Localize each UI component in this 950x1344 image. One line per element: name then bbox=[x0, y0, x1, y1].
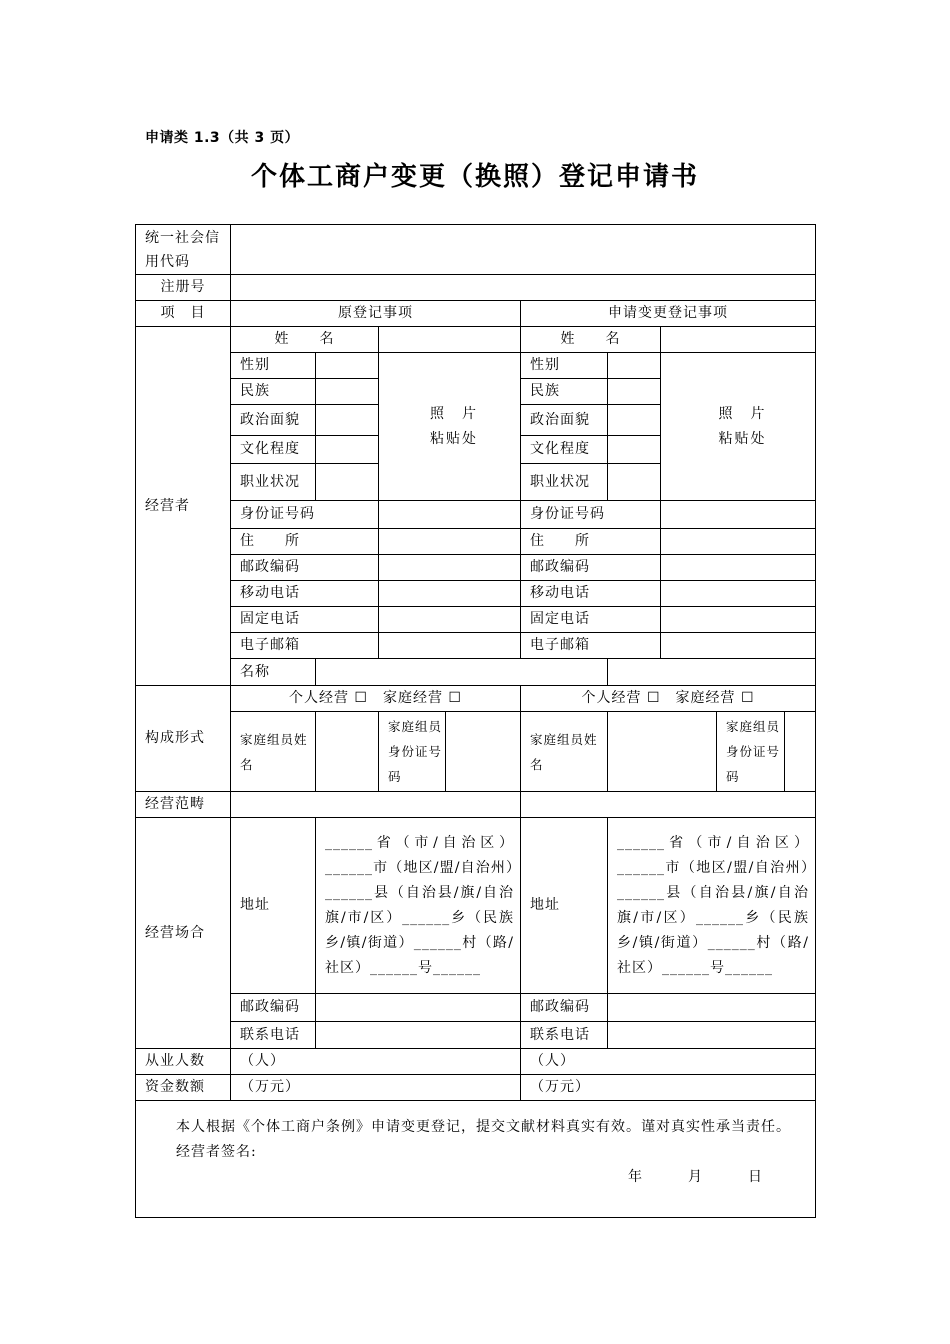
capital-label: 资金数额 bbox=[136, 1075, 231, 1101]
orig-education-label: 文化程度 bbox=[231, 436, 316, 464]
new-family-id-label: 家庭组员身份证号码 bbox=[717, 712, 785, 792]
new-address-label: 地址 bbox=[521, 818, 608, 994]
orig-id-label: 身份证号码 bbox=[231, 501, 379, 529]
orig-political-field[interactable] bbox=[316, 405, 379, 436]
orig-employees-field[interactable]: （人） bbox=[231, 1049, 521, 1075]
credit-code-label: 统一社会信用代码 bbox=[136, 225, 231, 275]
new-family-name-field[interactable] bbox=[608, 712, 717, 792]
new-occupation-label: 职业状况 bbox=[521, 464, 608, 501]
orig-address-field[interactable]: ______省（市/自治区）______市（地区/盟/自治州）______县（自治县/旗/自治旗/市/区）______乡（民族乡/镇/街道）______村（路/社区）______号______ bbox=[316, 818, 521, 994]
orig-gender-field[interactable] bbox=[316, 353, 379, 379]
operator-label: 经营者 bbox=[136, 327, 231, 686]
reg-no-label: 注册号 bbox=[136, 275, 231, 301]
new-capital-field[interactable]: （万元） bbox=[521, 1075, 816, 1101]
new-email-field[interactable] bbox=[661, 633, 816, 659]
new-name-label: 姓 名 bbox=[521, 327, 661, 353]
orig-id-field[interactable] bbox=[379, 501, 521, 529]
item-header: 项 目 bbox=[136, 301, 231, 327]
orig-postcode-field[interactable] bbox=[379, 555, 521, 581]
reg-no-field[interactable] bbox=[231, 275, 816, 301]
declaration-text: 本人根据《个体工商户条例》申请变更登记，提交文献材料真实有效。谨对真实性承当责任。 bbox=[176, 1119, 791, 1135]
new-employees-field[interactable]: （人） bbox=[521, 1049, 816, 1075]
form-type-label: 构成形式 bbox=[136, 686, 231, 792]
orig-ethnicity-field[interactable] bbox=[316, 379, 379, 405]
orig-email-field[interactable] bbox=[379, 633, 521, 659]
orig-education-field[interactable] bbox=[316, 436, 379, 464]
orig-ethnicity-label: 民族 bbox=[231, 379, 316, 405]
new-education-label: 文化程度 bbox=[521, 436, 608, 464]
signature-date[interactable]: 年 月 日 bbox=[628, 1169, 764, 1185]
orig-postcode-label: 邮政编码 bbox=[231, 555, 379, 581]
orig-residence-field[interactable] bbox=[379, 529, 521, 555]
orig-mobile-label: 移动电话 bbox=[231, 581, 379, 607]
orig-photo-area bbox=[379, 353, 521, 501]
orig-photo-line1: 照 片 bbox=[430, 405, 478, 422]
orig-residence-label: 住 所 bbox=[231, 529, 379, 555]
orig-capital-field[interactable]: （万元） bbox=[231, 1075, 521, 1101]
new-photo-line2: 粘贴处 bbox=[718, 430, 767, 447]
new-email-label: 电子邮箱 bbox=[521, 633, 661, 659]
new-biz-name-field[interactable] bbox=[608, 659, 816, 686]
page-title: 个体工商户变更（换照）登记申请书 bbox=[250, 162, 699, 192]
orig-address-label: 地址 bbox=[231, 818, 316, 994]
new-items-header: 申请变更登记事项 bbox=[521, 301, 816, 327]
declaration-block bbox=[136, 1101, 816, 1218]
new-premises-postcode-label: 邮政编码 bbox=[521, 994, 608, 1022]
new-mobile-field[interactable] bbox=[661, 581, 816, 607]
new-gender-label: 性别 bbox=[521, 353, 608, 379]
new-mobile-label: 移动电话 bbox=[521, 581, 661, 607]
original-items-header: 原登记事项 bbox=[231, 301, 521, 327]
orig-landline-field[interactable] bbox=[379, 607, 521, 633]
new-photo-line1: 照 片 bbox=[718, 405, 767, 422]
orig-family-name-field[interactable] bbox=[316, 712, 379, 792]
orig-family-id-label: 家庭组员身份证号码 bbox=[379, 712, 446, 792]
orig-mobile-field[interactable] bbox=[379, 581, 521, 607]
new-contact-phone-label: 联系电话 bbox=[521, 1022, 608, 1049]
registration-form-table bbox=[135, 224, 816, 1218]
new-political-label: 政治面貌 bbox=[521, 405, 608, 436]
new-education-field[interactable] bbox=[608, 436, 661, 464]
new-gender-field[interactable] bbox=[608, 353, 661, 379]
new-postcode-label: 邮政编码 bbox=[521, 555, 661, 581]
credit-code-field[interactable] bbox=[231, 225, 816, 275]
new-occupation-field[interactable] bbox=[608, 464, 661, 501]
orig-name-field[interactable] bbox=[379, 327, 521, 353]
premises-label: 经营场合 bbox=[136, 818, 231, 1049]
new-id-label: 身份证号码 bbox=[521, 501, 661, 529]
orig-premises-postcode-label: 邮政编码 bbox=[231, 994, 316, 1022]
new-contact-phone-field[interactable] bbox=[608, 1022, 816, 1049]
orig-political-label: 政治面貌 bbox=[231, 405, 316, 436]
new-ethnicity-label: 民族 bbox=[521, 379, 608, 405]
orig-photo-line2: 粘贴处 bbox=[430, 430, 478, 447]
form-code: 申请类 1.3（共 3 页） bbox=[145, 130, 300, 146]
new-landline-label: 固定电话 bbox=[521, 607, 661, 633]
orig-biz-name-field[interactable] bbox=[316, 659, 608, 686]
orig-contact-phone-label: 联系电话 bbox=[231, 1022, 316, 1049]
new-residence-field[interactable] bbox=[661, 529, 816, 555]
signature-label[interactable]: 经营者签名: bbox=[176, 1144, 257, 1160]
new-ethnicity-field[interactable] bbox=[608, 379, 661, 405]
orig-family-name-label: 家庭组员姓名 bbox=[231, 712, 316, 792]
orig-family-id-field[interactable] bbox=[446, 712, 521, 792]
orig-scope-field[interactable] bbox=[231, 792, 521, 818]
new-residence-label: 住 所 bbox=[521, 529, 661, 555]
orig-name-label: 姓 名 bbox=[231, 327, 379, 353]
new-premises-postcode-field[interactable] bbox=[608, 994, 816, 1022]
orig-form-options[interactable]: 个人经营 ☐ 家庭经营 ☐ bbox=[231, 686, 521, 712]
new-family-name-label: 家庭组员姓名 bbox=[521, 712, 608, 792]
orig-gender-label: 性别 bbox=[231, 353, 316, 379]
new-address-field[interactable]: ______省（市/自治区）______市（地区/盟/自治州）______县（自治县/旗/自治旗/市/区）______乡（民族乡/镇/街道）______村（路/社区）______号______ bbox=[608, 818, 816, 994]
new-family-id-field[interactable] bbox=[785, 712, 816, 792]
orig-landline-label: 固定电话 bbox=[231, 607, 379, 633]
scope-label: 经营范畴 bbox=[136, 792, 231, 818]
new-postcode-field[interactable] bbox=[661, 555, 816, 581]
new-political-field[interactable] bbox=[608, 405, 661, 436]
employees-label: 从业人数 bbox=[136, 1049, 231, 1075]
new-landline-field[interactable] bbox=[661, 607, 816, 633]
biz-name-label: 名称 bbox=[231, 659, 316, 686]
new-id-field[interactable] bbox=[661, 501, 816, 529]
orig-premises-postcode-field[interactable] bbox=[316, 994, 521, 1022]
new-form-options[interactable]: 个人经营 ☐ 家庭经营 ☐ bbox=[521, 686, 816, 712]
orig-occupation-field[interactable] bbox=[316, 464, 379, 501]
new-name-field[interactable] bbox=[661, 327, 816, 353]
new-scope-field[interactable] bbox=[521, 792, 816, 818]
orig-email-label: 电子邮箱 bbox=[231, 633, 379, 659]
orig-contact-phone-field[interactable] bbox=[316, 1022, 521, 1049]
new-photo-area bbox=[661, 353, 816, 501]
orig-occupation-label: 职业状况 bbox=[231, 464, 316, 501]
